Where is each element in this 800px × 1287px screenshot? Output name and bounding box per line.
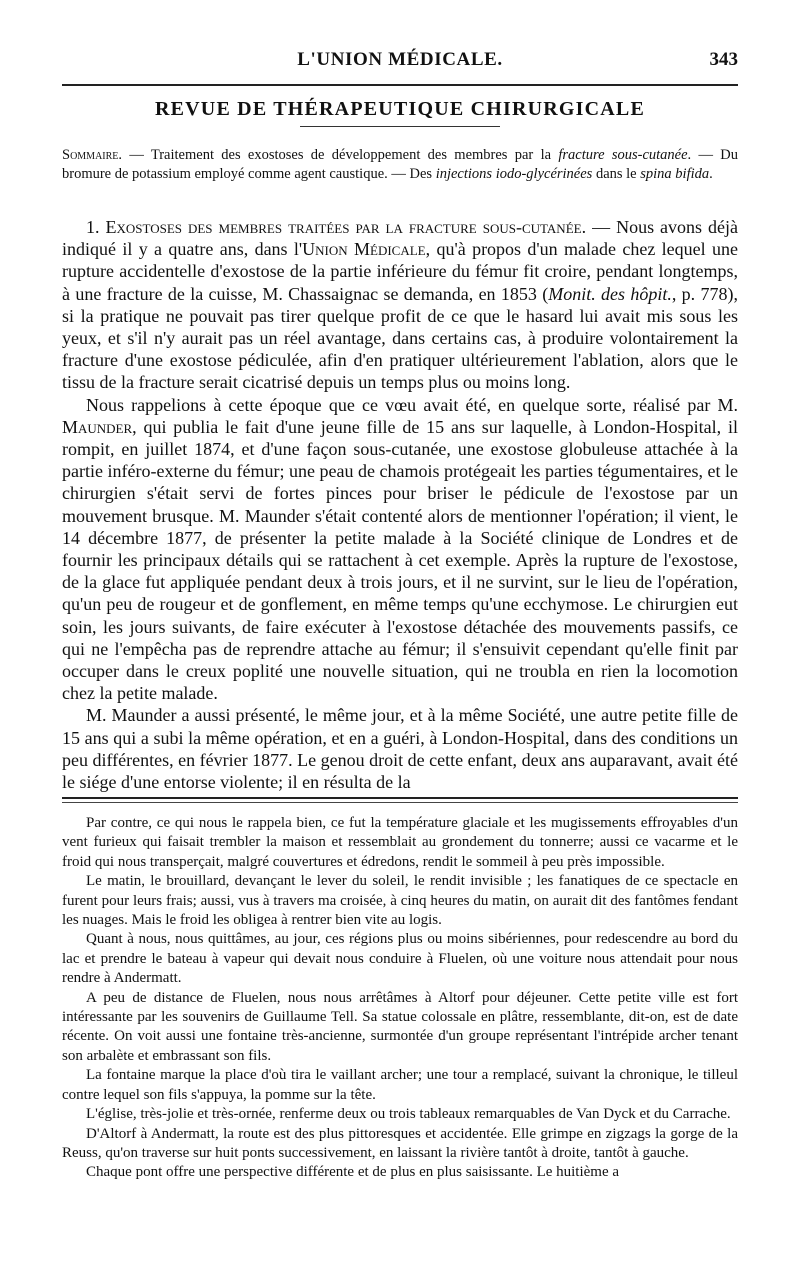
article-body <box>62 216 738 793</box>
summary <box>62 146 738 183</box>
footnote-paragraph: Quant à nous, nous quittâmes, au jour, ces régions plus ou moins sibériennes, pour redescendre au bord du lac et prendre le bateau à vapeur qui devait nous conduire à Fluelen, où une voiture nous attendait pour nous rendre à Andermatt. <box>62 931 738 987</box>
summary-label: Sommaire. <box>62 147 123 163</box>
journal-name: Union Médicale <box>302 239 426 260</box>
summary-italic-1: fracture sous-cutanée <box>558 147 688 163</box>
section-title: REVUE DE THÉRAPEUTIQUE CHIRURGICALE <box>154 98 646 120</box>
summary-text-1: — Traitement des exostoses de développement des membres par la <box>122 147 559 163</box>
footnote-paragraph: A peu de distance de Fluelen, nous nous arrêtâmes à Altorf pour déjeuner. Cette petite ville est fort intéressante par les souvenirs de Guillaume Tell. Sa statue colossale en plâtre, ressemblante, dit-on, est de date récente. On voit aussi une fontaine très-ancienne, surmontée d'un groupe représentant l'intrépide archer tenant son arbalète et embrassant son fils. <box>62 989 738 1064</box>
footnote-rule <box>62 797 738 799</box>
author-name: Maunder <box>62 416 133 437</box>
title-rule <box>300 126 500 127</box>
footnote-paragraph: D'Altorf à Andermatt, la route est des plus pittoresques et accidentée. Elle grimpe en zigzags la gorge de la Reuss, qu'on traverse sur huit ponts successivement, en laissant la rivière tantôt à droite, tantôt à gauche. <box>62 1125 738 1161</box>
page-number: 343 <box>709 49 738 70</box>
summary-text-3: dans le <box>592 165 641 182</box>
paragraph-2-text-a: Nous rappelions à cette époque que ce vœu avait été, en quelque sorte, réalisé par M. <box>86 394 738 415</box>
paragraph-3: M. Maunder a aussi présenté, le même jour, et à la même Société, une autre petite fille de 15 ans qui a subi la même opération, et en a guéri, à London-Hospital, dans des conditions un peu différentes, en février 1877. Le genou droit de cette enfant, deux ans auparavant, avait été le siége d'une entorse violente; il en résulta de la <box>62 705 738 793</box>
reference-citation: Monit. des hôpit. <box>548 283 672 304</box>
footnote-paragraph: La fontaine marque la place d'où tira le vaillant archer; une tour a remplacé, suivant la chronique, le tilleul contre lequel son fils s'appuya, la pomme sur la tête. <box>62 1067 738 1103</box>
paragraph-1-text-a: — Nous avons déjà indiqué il y a quatre ans, dans l' <box>62 217 739 260</box>
header-rule <box>62 84 738 86</box>
summary-text-4: . <box>709 165 713 182</box>
article-heading: Exostoses des membres traitées par la fracture sous-cutanée. <box>105 217 587 237</box>
footnote-paragraph: Le matin, le brouillard, devançant le lever du soleil, le rendit invisible ; les fanatiques de ce spectacle en furent pour leurs frais; aussi, vus à travers ma croisée, à cinq heures du matin, on aurait dit des fantômes fendant les nuages. Mais le froid les obligea à rentrer bien vite au logis. <box>62 873 738 929</box>
paragraph-1-text-b: , qu'à propos d'un malade chez lequel une rupture accidentelle d'exostose de la partie inférieure du fémur fit croire, pendant longtemps, à une fracture de la cuisse, M. Chassaignac se demanda, en 1853 ( <box>62 239 738 304</box>
summary-italic-3: spina bifida <box>640 165 710 182</box>
page-header <box>62 44 738 76</box>
paragraph-1-text-c: , p. 778), si la pratique ne pouvait pas tirer quelque profit de ce que le hasard lui avait mis sous les yeux, et s'il n'y aurait pas un réel avantage, dans certains cas, à produire volontairement la fracture d'une exostose pédiculée, afin d'en pratiquer ultérieurement l'ablation, alors que le tissu de la fracture serait cicatrisé depuis un temps plus ou moins long. <box>62 283 738 393</box>
paragraph-1 <box>62 216 738 394</box>
running-title: L'UNION MÉDICALE. <box>297 49 503 70</box>
footnote-paragraph: Par contre, ce qui nous le rappela bien, ce fut la température glaciale et les mugissements effroyables d'un vent furieux qui faisait trembler la maison et ressemblait au grondement du tonnerre; aussi ce vacarme et le froid qui nous transperçait, malgré couvertures et édredons, rendit le sommeil à peu près impossible. <box>62 815 738 870</box>
paragraph-2-text-b: , qui publia le fait d'une jeune fille de 15 ans sur laquelle, à London-Hospital, il rompit, en juillet 1874, et d'une façon sous-cutanée, une exostose globuleuse attachée à la partie inféro-externe du fémur; une peau de chamois protégeait les parties tégumentaires, et le chirurgien s'était servi de fortes pinces pour briser le pédicule de l'exostose par un mouvement brusque. M. Maunder s'était contenté alors de mentionner l'opération; il vient, le 14 décembre 1877, de présenter la petite malade à la Société clinique de Londres et de fournir les principaux détails qui se rattachent à cet exemple. Après la rupture de l'exostose, de la glace fut appliquée pendant deux à trois jours, et il ne survint, sur le lieu de l'opération, qu'un peu de rougeur et de gonflement, en même temps qu'une ecchymose. Le chirurgien eut soin, les jours suivants, de faire exécuter à l'exostose détachée des mouvements passifs, ce qui ne l'empêcha pas de reprendre attache au fémur; il s'ensuivit cependant qu'elle finit par occuper dans le creux poplité une nouvelle situation, qui ne troubla en rien la locomotion chez la petite malade. <box>62 416 738 704</box>
heading-number: 1. <box>86 217 106 237</box>
footnote-paragraph: L'église, très-jolie et très-ornée, renferme deux ou trois tableaux remarquables de Van Dyck et du Carrache. <box>86 1106 731 1123</box>
footnote-paragraph: Chaque pont offre une perspective différente et de plus en plus saisissante. Le huitième a <box>86 1164 620 1181</box>
feuilleton <box>62 814 738 1183</box>
summary-italic-2: injections iodo-glycérinées <box>435 165 593 182</box>
summary-text-2: . — Du bromure de potassium employé comme agent caustique. — Des <box>62 147 738 182</box>
paragraph-2 <box>62 394 738 705</box>
footnote-rule-thin <box>62 802 738 803</box>
